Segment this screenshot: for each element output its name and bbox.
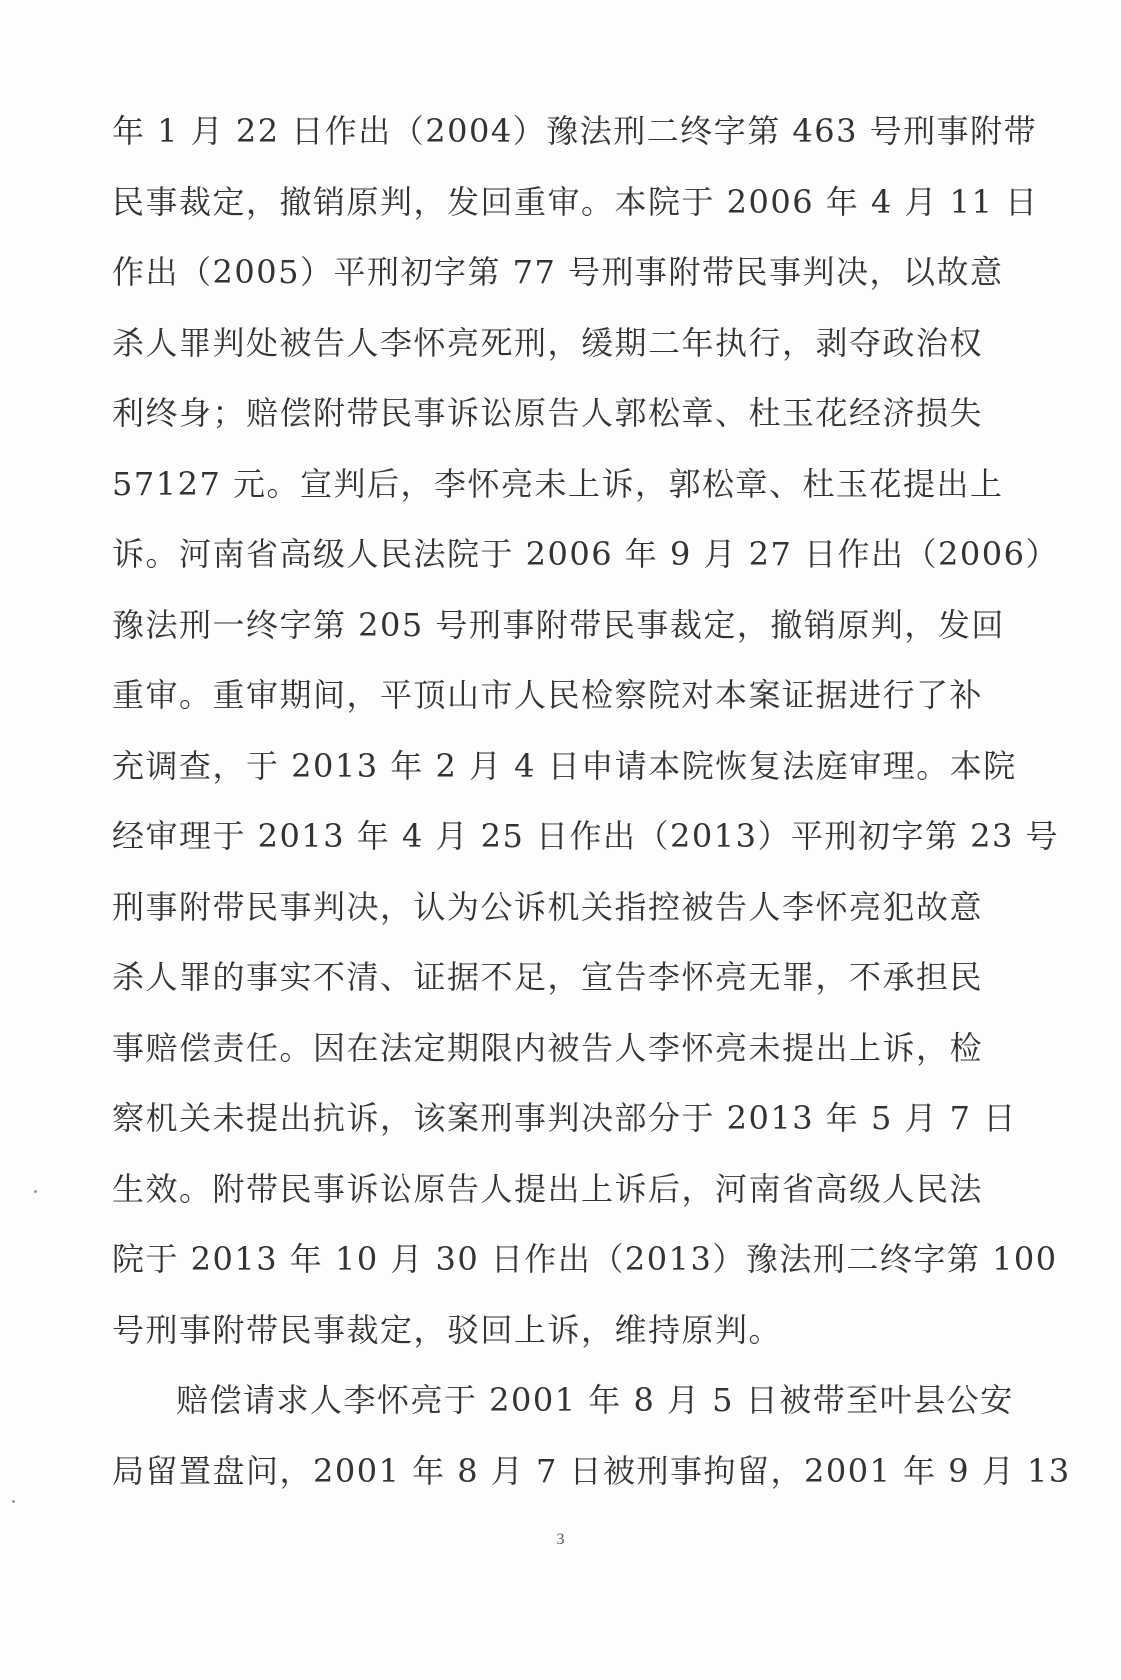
text-line: 刑事附带民事判决，认为公诉机关指控被告人李怀亮犯故意 — [112, 887, 984, 926]
text-line: 作出（2005）平刑初字第 77 号刑事附带民事判决，以故意 — [112, 253, 1004, 291]
text-line: 诉。河南省高级人民法院于 2006 年 9 月 27 日作出（2006） — [112, 535, 1059, 573]
text-line: 年 1 月 22 日作出（2004）豫法刑二终字第 463 号刑事附带 — [112, 112, 1038, 150]
page-number: 3 — [556, 1531, 565, 1548]
text-line: 重审。重审期间，平顶山市人民检察院对本案证据进行了补 — [112, 676, 984, 714]
text-line: 生效。附带民事诉讼原告人提出上诉后，河南省高级人民法 — [112, 1169, 984, 1208]
text-line: 事赔偿责任。因在法定期限内被告人李怀亮未提出上诉，检 — [112, 1028, 984, 1067]
text-line: 民事裁定，撤销原判，发回重审。本院于 2006 年 4 月 11 日 — [112, 182, 1039, 221]
text-line: 57127 元。宣判后，李怀亮未上诉，郭松章、杜玉花提出上 — [112, 464, 1004, 503]
text-line: 局留置盘问，2001 年 8 月 7 日被刑事拘留，2001 年 9 月 13 — [112, 1451, 1071, 1490]
body-text — [112, 96, 1071, 1506]
paragraph-first-line: 赔偿请求人李怀亮于 2001 年 8 月 5 日被带至叶县公安 — [176, 1381, 1014, 1419]
text-line: 豫法刑一终字第 205 号刑事附带民事裁定，撤销原判，发回 — [112, 605, 1005, 644]
text-line: 号刑事附带民事裁定，驳回上诉，维持原判。 — [112, 1310, 783, 1349]
scan-speck — [12, 1500, 15, 1503]
scan-speck — [34, 1190, 37, 1193]
text-line: 充调查，于 2013 年 2 月 4 日申请本院恢复法庭审理。本院 — [112, 746, 1017, 785]
text-line: 院于 2013 年 10 月 30 日作出（2013）豫法刑二终字第 100 — [112, 1240, 1058, 1278]
text-line: 杀人罪的事实不清、证据不足，宣告李怀亮无罪，不承担民 — [112, 958, 984, 996]
text-line: 利终身；赔偿附带民事诉讼原告人郭松章、杜玉花经济损失 — [112, 394, 984, 432]
text-line: 经审理于 2013 年 4 月 25 日作出（2013）平刑初字第 23 号 — [112, 817, 1060, 855]
text-line: 察机关未提出抗诉，该案刑事判决部分于 2013 年 5 月 7 日 — [112, 1099, 1017, 1137]
text-line: 杀人罪判处被告人李怀亮死刑，缓期二年执行，剥夺政治权 — [112, 323, 984, 362]
